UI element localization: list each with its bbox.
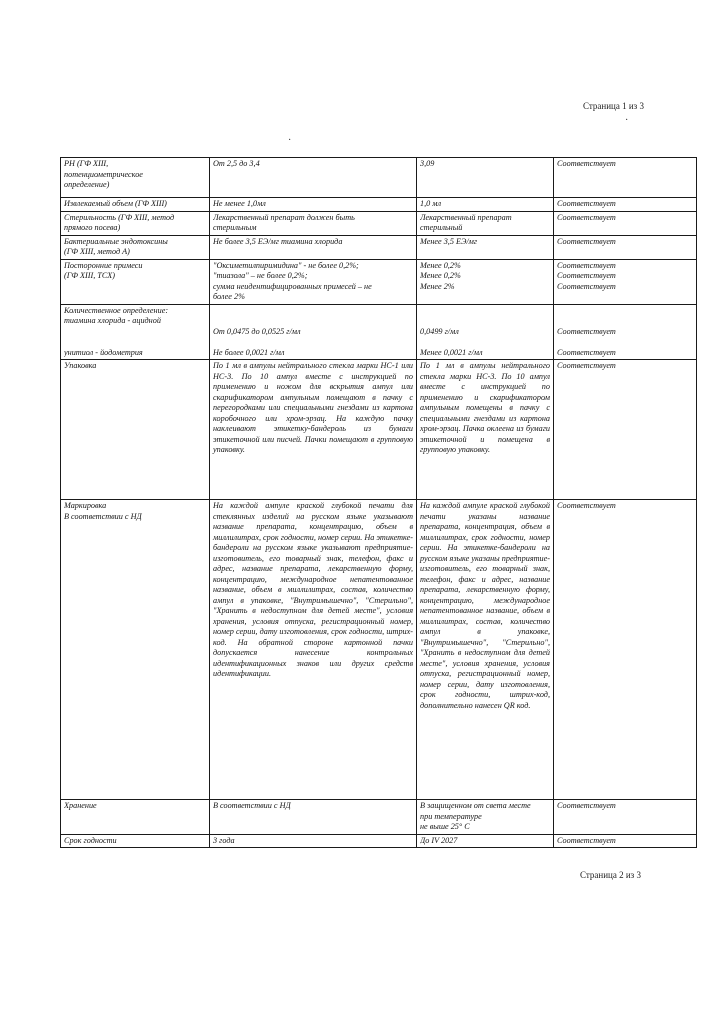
scan-speck: · xyxy=(625,115,629,126)
cell-line: сумма неидентифицированных примесей – не xyxy=(213,281,372,291)
cell-line: "тиазола" – не более 0,2%; xyxy=(213,271,308,280)
cell-line xyxy=(64,327,206,338)
cell-volume-4 xyxy=(554,198,697,212)
cell-line: Соответствует xyxy=(557,801,616,810)
table-row-marking xyxy=(61,500,697,800)
cell-line: Количественное определение: xyxy=(64,305,169,315)
cell-line xyxy=(557,306,693,317)
table-row-packaging xyxy=(61,360,697,500)
cell-line: не выше 25° С xyxy=(420,822,470,831)
cell-line xyxy=(420,337,550,348)
cell-impurities-4 xyxy=(554,259,697,304)
cell-line xyxy=(420,316,550,327)
cell-sterility-4 xyxy=(554,211,697,235)
cell-line xyxy=(213,306,413,317)
table-row-shelf_life xyxy=(61,834,697,848)
cell-shelf_life-3 xyxy=(417,834,554,848)
cell-line: Соответствует xyxy=(557,347,616,357)
cell-line: Извлекаемый объем (ГФ XIII) xyxy=(64,199,167,208)
cell-marking-2 xyxy=(210,500,417,800)
table-row-assay xyxy=(61,304,697,360)
footer-page-number: Страница 2 из 3 xyxy=(580,870,641,880)
cell-ph-2 xyxy=(210,158,417,198)
cell-line: Соответствует xyxy=(557,260,616,270)
cell-line: Посторонние примеси xyxy=(64,260,143,270)
cell-storage-4 xyxy=(554,800,697,835)
cell-line: стерильным xyxy=(213,223,257,232)
cell-endotoxins-3 xyxy=(417,235,554,259)
cell-line: определение) xyxy=(64,180,110,189)
cell-line: Соответствует xyxy=(557,159,616,168)
cell-marking-3 xyxy=(417,500,554,800)
table-row-ph xyxy=(61,158,697,198)
cell-line: Соответствует xyxy=(557,281,616,291)
cell-line: тиамина хлорида - ацидной xyxy=(64,316,161,325)
cell-shelf_life-2 xyxy=(210,834,417,848)
cell-ph-3 xyxy=(417,158,554,198)
cell-packaging-1 xyxy=(61,360,210,500)
cell-line: более 2% xyxy=(213,292,245,301)
cell-line: Соответствует xyxy=(557,361,616,370)
cell-packaging-3 xyxy=(417,360,554,500)
cell-volume-3 xyxy=(417,198,554,212)
cell-marking-1 xyxy=(61,500,210,800)
cell-line: (ГФ XIII, метод А) xyxy=(64,247,130,256)
cell-storage-2 xyxy=(210,800,417,835)
cell-line: В защищенном от света месте xyxy=(420,801,531,810)
cell-line: В соответствии с НД xyxy=(213,801,291,810)
cell-assay-2 xyxy=(210,304,417,360)
cell-assay-4 xyxy=(554,304,697,360)
cell-line xyxy=(557,316,693,327)
cell-line: Лекарственный препарат xyxy=(420,212,512,222)
cell-line: Менее 0,2% xyxy=(420,271,461,280)
cell-sterility-3 xyxy=(417,211,554,235)
cell-endotoxins-1 xyxy=(61,235,210,259)
cell-assay-1 xyxy=(61,304,210,360)
cell-line xyxy=(213,337,413,348)
cell-line: Бактериальные эндотоксины xyxy=(64,236,168,246)
cell-volume-2 xyxy=(210,198,417,212)
cell-line: при температуре xyxy=(420,811,482,821)
cell-sterility-1 xyxy=(61,211,210,235)
cell-line: Лекарственный препарат должен быть xyxy=(213,212,355,222)
cell-line: Менее 0,2% xyxy=(420,260,461,270)
cell-line: Соответствует xyxy=(557,199,616,208)
cell-shelf_life-1 xyxy=(61,834,210,848)
cell-line: Менее 3,5 ЕЭ/мг xyxy=(420,236,478,246)
cell-impurities-2 xyxy=(210,259,417,304)
cell-line: Соответствует xyxy=(557,835,616,845)
cell-line: Хранение xyxy=(64,801,97,810)
table-row-endotoxins xyxy=(61,235,697,259)
cell-line: Соответствует xyxy=(557,212,616,222)
cell-packaging-2 xyxy=(210,360,417,500)
cell-line: 3,09 xyxy=(420,159,435,168)
cell-line: От 2,5 до 3,4 xyxy=(213,159,260,168)
cell-line xyxy=(64,337,206,348)
cell-line: В соответствии с НД xyxy=(64,511,142,521)
specification-table xyxy=(60,157,697,848)
cell-line: РН (ГФ XIII, xyxy=(64,159,109,168)
cell-impurities-3 xyxy=(417,259,554,304)
cell-paragraph: На каждой ампуле краской глубокой печати для стеклянных изделий на русском языке указывают название препарата, концентрацию, объем в миллилитрах, срок годности, номер серии. На этикетке-бандероли на русском языке указывают предприятие-изготовитель, его товарный знак, телефон, факс и адрес, название препарата, лекарственную форму, концентрацию, международное непатентованное название, объем в миллилитрах, состав, количество ампул в упаковке, "Внутримышечно", "Стерильно", "Хранить в недоступном для детей месте", условия хранения, условия отпуска, регистрационный номер, номер серии, дату изготовления, срок годности, штрих-код. На обратной стороне картонной пачки допускается нанесение контрольных идентификационных знаков или других средств идентификации. xyxy=(213,501,413,678)
cell-marking-4 xyxy=(554,500,697,800)
table-row-storage xyxy=(61,800,697,835)
cell-storage-3 xyxy=(417,800,554,835)
cell-line: Стерильность (ГФ XIII, метод xyxy=(64,212,175,222)
cell-assay-3 xyxy=(417,304,554,360)
cell-line: Упаковка xyxy=(64,361,97,370)
cell-ph-1 xyxy=(61,158,210,198)
cell-impurities-1 xyxy=(61,259,210,304)
cell-sterility-2 xyxy=(210,211,417,235)
cell-shelf_life-4 xyxy=(554,834,697,848)
cell-volume-1 xyxy=(61,198,210,212)
cell-storage-1 xyxy=(61,800,210,835)
cell-packaging-4 xyxy=(554,360,697,500)
cell-line: Соответствует xyxy=(557,236,616,246)
table-row-impurities xyxy=(61,259,697,304)
cell-line: 3 года xyxy=(213,835,235,845)
cell-endotoxins-4 xyxy=(554,235,697,259)
cell-line: потенциометрическое xyxy=(64,169,143,179)
cell-line: Срок годности xyxy=(64,835,117,845)
cell-line: (ГФ XIII, ТСХ) xyxy=(64,271,115,280)
scan-speck: · xyxy=(288,135,292,146)
cell-paragraph: По 1 мл в ампулы нейтрального стекла марки НС-3. По 10 ампул вместе с инструкцией по применению и скарификатором ампульным помещены в пачку с специальными гнездами из картона хром-эрзац. Пачка оклеена из бумаги этикеточной и помещена в групповую упаковку. xyxy=(420,361,550,454)
cell-line: Соответствует xyxy=(557,271,616,280)
cell-line: От 0,0475 до 0,0525 г/мл xyxy=(213,326,301,336)
cell-line: 0,0499 г/мл xyxy=(420,326,459,336)
cell-ph-4 xyxy=(554,158,697,198)
cell-line xyxy=(557,337,693,348)
cell-line: 1,0 мл xyxy=(420,199,442,208)
cell-line: прямого посева) xyxy=(64,223,121,232)
cell-line: Маркировка xyxy=(64,501,107,510)
table-row-sterility xyxy=(61,211,697,235)
cell-endotoxins-2 xyxy=(210,235,417,259)
header-page-number: Страница 1 из 3 xyxy=(583,101,644,111)
table-row-volume xyxy=(61,198,697,212)
cell-line: Соответствует xyxy=(557,501,616,510)
cell-line: Менее 2% xyxy=(420,281,455,291)
cell-line: унитиол - йодометрия xyxy=(64,347,143,357)
cell-line: стерильный xyxy=(420,223,463,232)
cell-line: До IV 2027 xyxy=(420,835,458,845)
cell-line: Соответствует xyxy=(557,326,616,336)
cell-paragraph: На каждой ампуле краской глубокой печати указаны название препарата, концентрация, объем в миллилитрах, срок годности, номер серии. На этикетке-бандероли на русском языке указаны предприятие-изготовитель, его товарный знак, телефон, факс и адрес, название препарата, лекарственную форму, концентрацию, международное непатентованное название, объем в миллилитрах, состав, количество ампул в упаковке, "Внутримышечно", "Стерильно", "Хранить в недоступном для детей месте", условия хранения, условия отпуска, регистрационный номер, номер серии, дату изготовления, срок годности, штрих-код, дополнительно нанесен QR код. xyxy=(420,501,550,710)
cell-line: Менее 0,0021 г/мл xyxy=(420,347,483,357)
cell-line: Не более 3,5 ЕЭ/мг тиамина хлорида xyxy=(213,236,343,246)
cell-paragraph: По 1 мл в ампулы нейтрального стекла марки НС-1 или НС-3. По 10 ампул вместе с инструкцией по применению и ножом для вскрытия ампул или скарификатором ампульным помещают в пачку с перегородками или специальными гнездами из картона коробочного или хром-эрзац. На каждую пачку наклеивают этикетку-бандероль из бумаги этикеточной или писчей. Пачки помещают в групповую упаковку. xyxy=(213,361,413,454)
cell-line xyxy=(213,316,413,327)
cell-line: "Оксиметилпиримидина" - не более 0,2%; xyxy=(213,260,359,270)
cell-line: Не более 0,0021 г/мл xyxy=(213,347,285,357)
cell-line: Не менее 1,0мл xyxy=(213,199,266,208)
cell-line xyxy=(420,306,550,317)
